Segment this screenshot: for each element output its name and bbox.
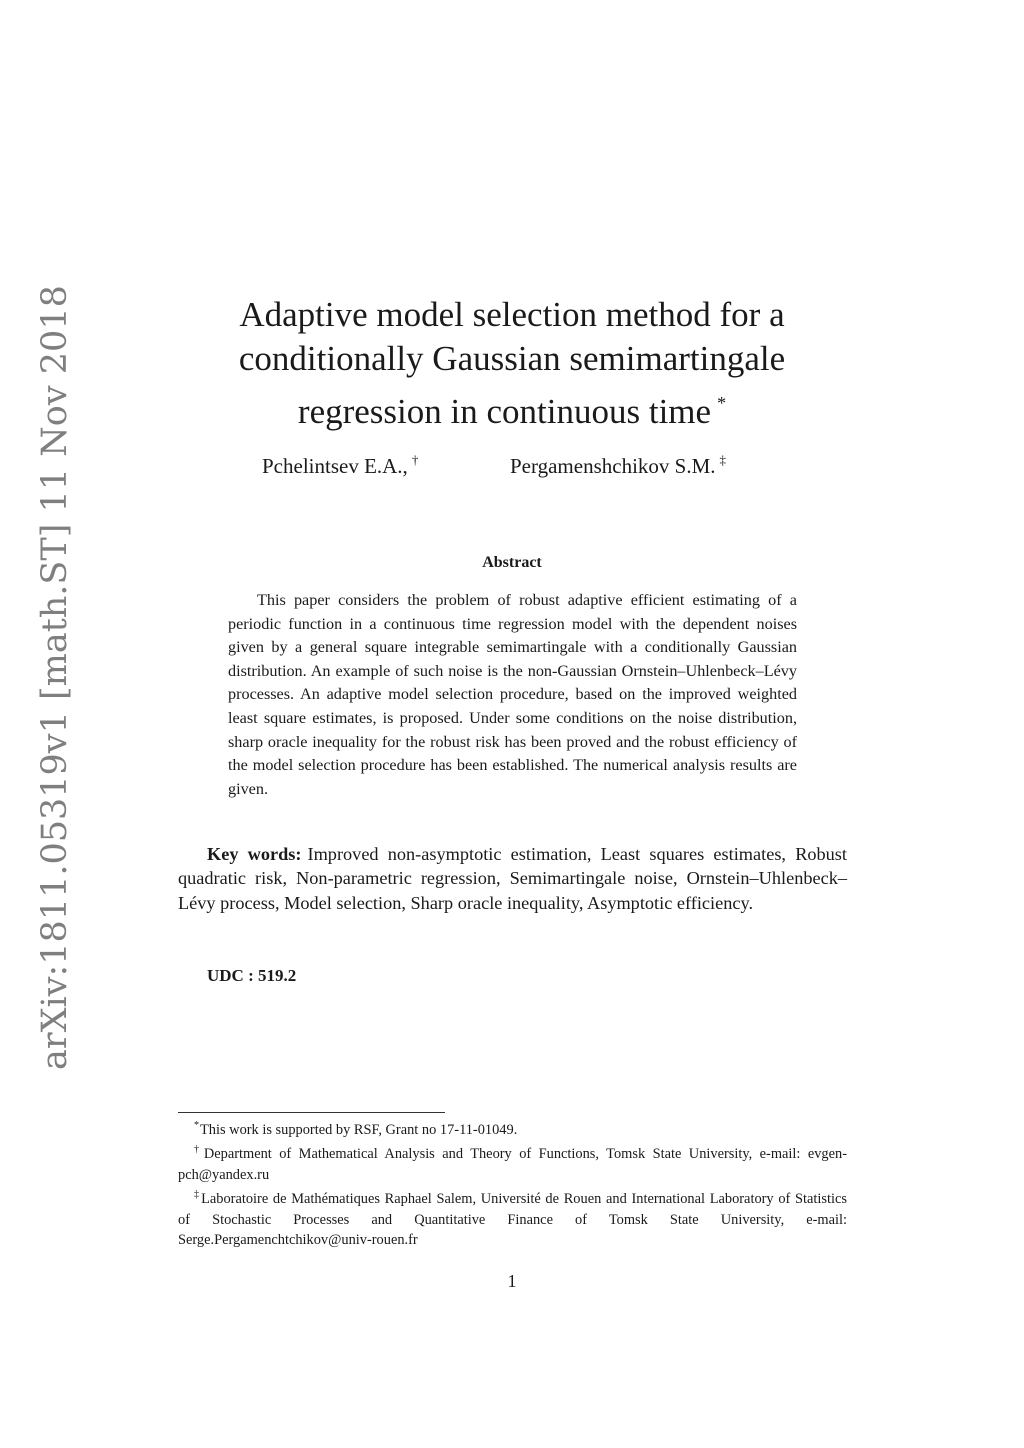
author-footnote-mark: † — [411, 452, 419, 467]
keywords-text: Improved non-asymptotic estimation, Least squares estimates, Robust quadratic risk, Non-parametric regression, Semimartingale noise, Ornstein–Uhlenbeck–Lévy process, Model selection, Sharp oracle inequality, Asymptotic efficiency. — [178, 844, 847, 913]
author-list — [180, 452, 844, 482]
author-footnote-mark: ‡ — [719, 452, 727, 467]
footnote-mark: * — [194, 1120, 199, 1131]
footnote-divider — [178, 1112, 445, 1113]
footnote-mark: ‡ — [194, 1189, 201, 1201]
paper-title — [180, 293, 844, 434]
footnote-author-2-affiliation: ‡Laboratoire de Mathématiques Raphael Salem, Université de Rouen and International Laboratory of Statistics of Stochastic Processes and Quantitative Finance of Tomsk State University, e-mail: Serge.Pergamenchtchikov@univ-rouen.fr — [178, 1189, 847, 1249]
footnote-funding: *This work is supported by RSF, Grant no 17-11-01049. — [194, 1120, 518, 1138]
arxiv-identifier-stamp: arXiv:1811.05319v1 [math.ST] 11 Nov 2018 — [35, 285, 75, 1070]
title-line-2: conditionally Gaussian semimartingale — [238, 339, 786, 378]
title-line-1: Adaptive model selection method for a — [239, 295, 785, 334]
author-name: Pergamenshchikov S.M. — [510, 454, 716, 478]
udc-classification: UDC : 519.2 — [207, 966, 297, 985]
author-name: Pchelintsev E.A., — [262, 454, 408, 478]
keywords-label: Key words: — [207, 844, 302, 864]
author-pergamenshchikov — [510, 452, 726, 479]
footnotes — [178, 1116, 847, 1250]
author-pchelintsev — [262, 452, 418, 479]
title-footnote-mark: * — [717, 393, 727, 413]
keywords-paragraph — [178, 842, 847, 915]
footnote-mark: † — [194, 1144, 203, 1156]
footnote-author-1-affiliation: †Department of Mathematical Analysis and Theory of Functions, Tomsk State University, e-mail: evgen-pch@yandex.ru — [178, 1144, 848, 1183]
page-number: 1 — [507, 1271, 517, 1291]
abstract-heading: Abstract — [482, 554, 542, 571]
title-line-3: regression in continuous time * — [297, 392, 727, 431]
abstract-text: This paper considers the problem of robust adaptive efficient estimating of a periodic function in a continuous time regression model with the dependent noises given by a general square integrable semimartingale with a conditionally Gaussian distribution. An example of such noise is the non-Gaussian Ornstein–Uhlenbeck–Lévy processes. An adaptive model selection procedure, based on the improved weighted least square estimates, is proposed. Under some conditions on the noise distribution, sharp oracle inequality for the robust risk has been proved and the robust efficiency of the model selection procedure has been established. The numerical analysis results are given. — [228, 591, 797, 798]
